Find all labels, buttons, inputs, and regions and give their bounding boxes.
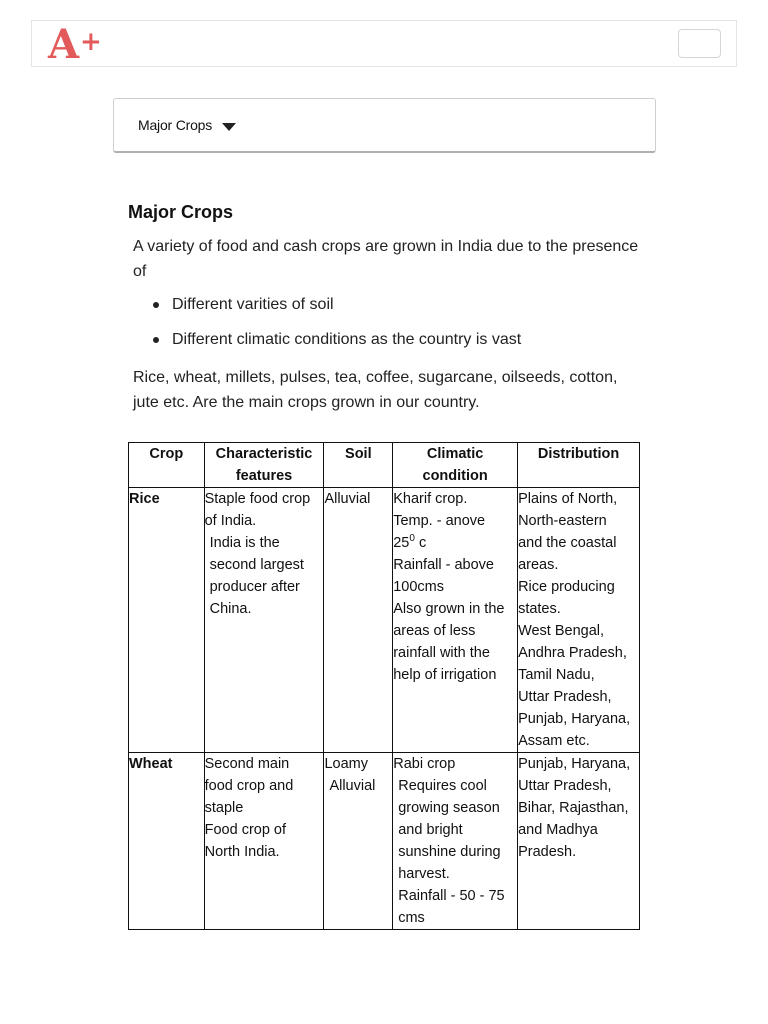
column-header: Distribution	[518, 443, 640, 488]
temp-value: 25	[393, 535, 410, 551]
cell-line: China.	[209, 601, 252, 617]
bullet-list	[153, 292, 640, 352]
crop-name: Wheat	[129, 753, 205, 930]
column-header: Climatic condition	[393, 443, 518, 488]
article-content	[128, 200, 640, 415]
cell-line: second largest	[209, 557, 304, 573]
top-header	[31, 20, 737, 67]
column-header: Soil	[324, 443, 393, 488]
topic-dropdown[interactable]	[113, 98, 656, 153]
cell-line: Kharif crop.	[393, 491, 468, 507]
dropdown-label: Major Crops	[138, 117, 213, 133]
cell-line: Temp. - anove	[393, 513, 486, 529]
cell-line: Rice producing	[518, 579, 615, 595]
cell-line: West Bengal,	[518, 623, 605, 639]
features-cell	[204, 753, 324, 930]
climate-cell	[393, 488, 518, 753]
cell-line: Second main	[204, 756, 290, 772]
aplus-logo[interactable]	[48, 21, 102, 68]
column-header: Crop	[129, 443, 205, 488]
crops-paragraph: Rice, wheat, millets, pulses, tea, coffee, sugarcane, oilseeds, cotton, jute etc. Are the main crops grown in our country.	[133, 369, 618, 411]
cell-line: of India.	[204, 513, 257, 529]
cell-line: Alluvial	[324, 491, 371, 507]
table-header-row	[129, 443, 640, 488]
cell-line: areas.	[518, 557, 559, 573]
cell-line: Also grown in the	[393, 601, 505, 617]
cell-line: Punjab, Haryana,	[518, 711, 631, 727]
cell-line: and the coastal	[518, 535, 617, 551]
cell-line: Punjab, Haryana,	[518, 756, 631, 772]
cell-line: food crop and	[204, 778, 294, 794]
cell-line: producer after	[209, 579, 300, 595]
temperature-line	[393, 532, 517, 554]
cell-line: Requires cool	[398, 778, 487, 794]
cell-line: Pradesh.	[518, 844, 577, 860]
cell-line: help of irrigation	[393, 667, 497, 683]
cell-line: Rainfall - above	[393, 557, 494, 573]
table-row	[129, 753, 640, 930]
cell-line: states.	[518, 601, 561, 617]
logo-letter: A	[48, 21, 80, 68]
climate-cell	[393, 753, 518, 930]
column-header: Characteristic features	[204, 443, 324, 488]
cell-line: Assam etc.	[518, 733, 590, 749]
cell-line: Staple food crop	[204, 491, 311, 507]
temp-unit: c	[414, 535, 427, 551]
soil-cell	[324, 753, 393, 930]
cell-line: and Madhya	[518, 822, 598, 838]
section-heading: Major Crops	[128, 202, 234, 222]
cell-line: and bright	[398, 822, 463, 838]
distribution-cell	[518, 488, 640, 753]
cell-line: Alluvial	[329, 778, 376, 794]
cell-line: rainfall with the	[393, 645, 490, 661]
cell-line: Uttar Pradesh,	[518, 778, 612, 794]
cell-line: areas of less	[393, 623, 476, 639]
list-item: Different varities of soil	[153, 292, 640, 317]
cell-line: North-eastern	[518, 513, 607, 529]
cell-line: India is the	[209, 535, 280, 551]
cell-line: Uttar Pradesh,	[518, 689, 612, 705]
cell-line: Andhra Pradesh,	[518, 645, 627, 661]
intro-text: A variety of food and cash crops are grown in India due to the presence of	[133, 238, 639, 280]
cell-line: Tamil Nadu,	[518, 667, 595, 683]
logo-plus: +	[80, 27, 102, 57]
cell-line: growing season	[398, 800, 500, 816]
cell-line: North India.	[204, 844, 280, 860]
cell-line: harvest.	[398, 866, 450, 882]
cell-line: Plains of North,	[518, 491, 618, 507]
cell-line: Bihar, Rajasthan,	[518, 800, 629, 816]
soil-cell	[324, 488, 393, 753]
cell-line: Food crop of	[204, 822, 287, 838]
crops-table	[128, 442, 640, 930]
caret-down-icon	[222, 123, 236, 131]
cell-line: cms	[398, 910, 425, 926]
crop-name: Rice	[129, 488, 205, 753]
table-row	[129, 488, 640, 753]
cell-line: sunshine during	[398, 844, 501, 860]
cell-line: Rabi crop	[393, 756, 456, 772]
distribution-cell	[518, 753, 640, 930]
degree-superscript: 0	[409, 533, 415, 544]
cell-line: staple	[204, 800, 244, 816]
cell-line: Rainfall - 50 - 75	[398, 888, 505, 904]
menu-button[interactable]	[678, 29, 721, 58]
list-item: Different climatic conditions as the country is vast	[153, 327, 640, 352]
cell-line: 100cms	[393, 579, 444, 595]
features-cell	[204, 488, 324, 753]
cell-line: Loamy	[324, 756, 368, 772]
